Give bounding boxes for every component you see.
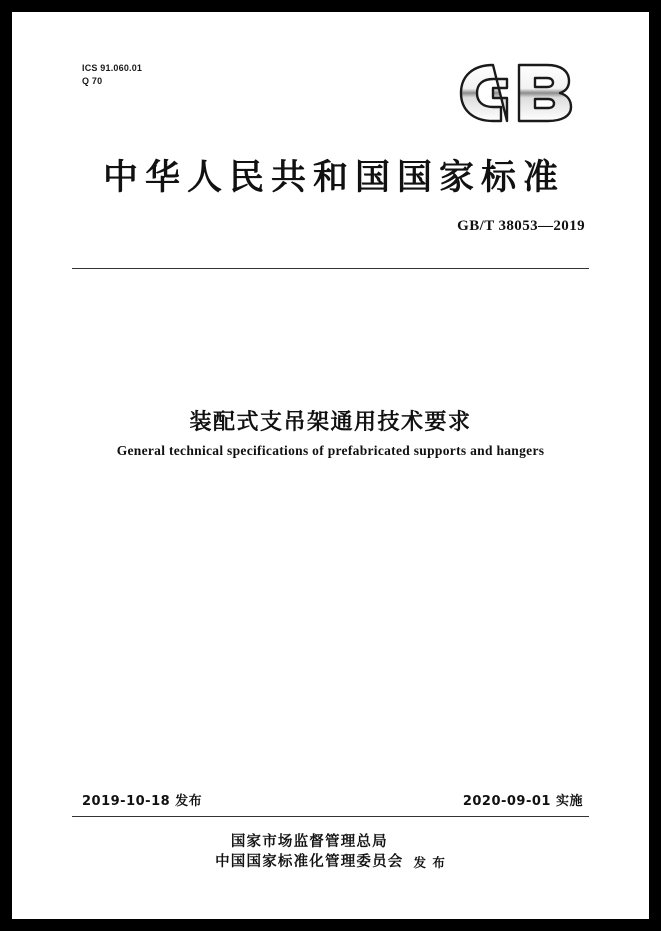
issuer-organizations bbox=[215, 832, 403, 872]
page-title: 中华人民共和国国家标准 bbox=[102, 158, 565, 198]
header-divider bbox=[72, 268, 589, 269]
document-title-cn: 装配式支吊架通用技术要求 bbox=[189, 410, 472, 435]
gb-national-standard-logo bbox=[449, 58, 581, 128]
classification-code: Q 70 bbox=[82, 76, 103, 86]
cover-content-area bbox=[72, 50, 589, 875]
standard-cover-page bbox=[12, 12, 649, 919]
standard-number: GB/T 38053—2019 bbox=[457, 218, 585, 234]
issue-date: 2019-10-18 发布 bbox=[82, 794, 203, 809]
ics-code: ICS 91.060.01 bbox=[82, 63, 143, 73]
ics-classification-block bbox=[82, 62, 142, 88]
publish-label: 发 布 bbox=[413, 855, 446, 870]
issuer-line-1: 国家市场监督管理总局 bbox=[230, 834, 388, 850]
issuer-line-2: 中国国家标准化管理委员会 bbox=[215, 854, 404, 870]
issuer-block bbox=[72, 832, 589, 872]
effective-date: 2020-09-01 实施 bbox=[462, 794, 583, 809]
document-title-en: General technical specifications of prefabricated supports and hangers bbox=[116, 443, 545, 458]
footer-divider bbox=[72, 816, 589, 817]
